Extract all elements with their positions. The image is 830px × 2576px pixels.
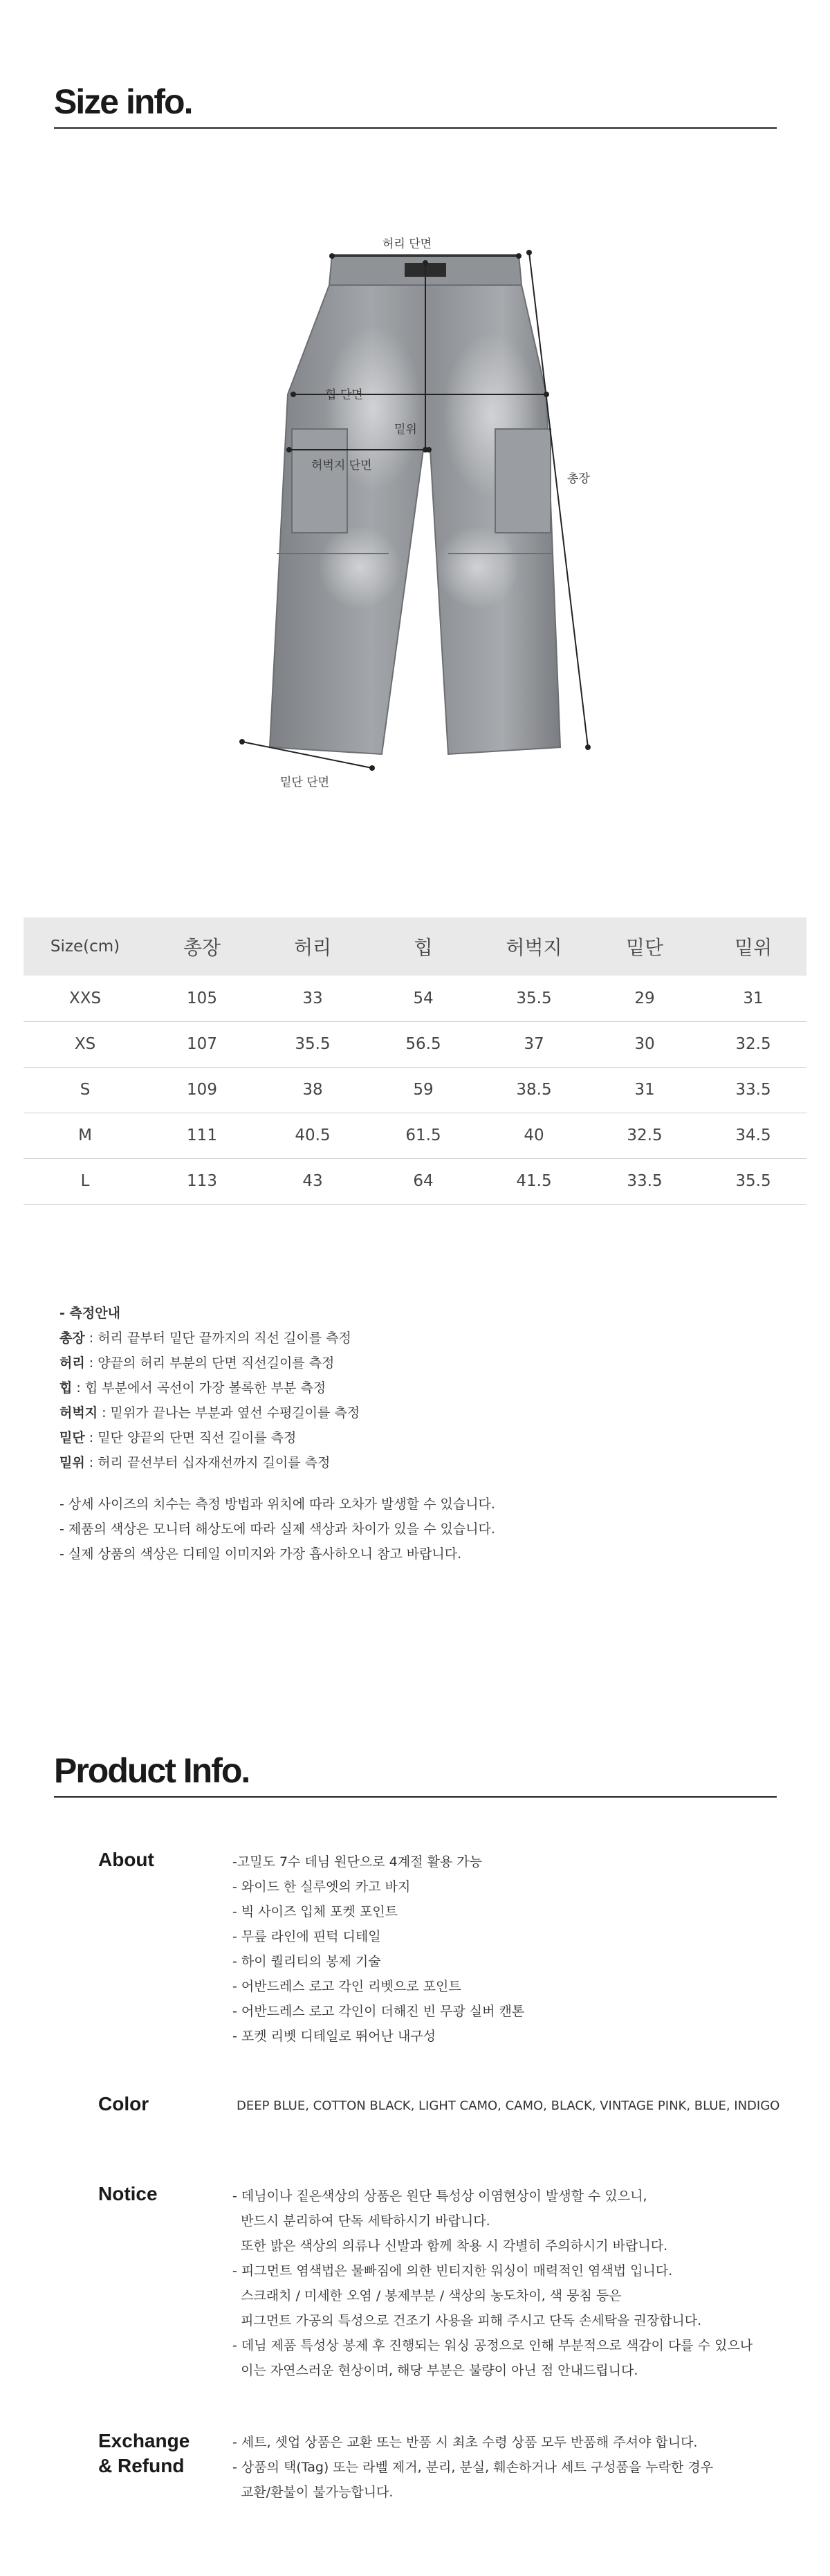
size-table-header: 허리 — [257, 917, 368, 976]
about-list — [232, 1849, 524, 2049]
measure-note-item — [59, 1400, 495, 1425]
table-cell: 34.5 — [700, 1113, 806, 1158]
size-table-header: 허벅지 — [479, 917, 589, 976]
measure-desc: : 밑위가 끝나는 부분과 옆선 수평길이를 측정 — [98, 1405, 360, 1421]
table-cell: 35.5 — [479, 976, 589, 1021]
exchange-line: - 세트, 셋업 상품은 교환 또는 반품 시 최초 수령 상품 모두 반품해 주셔야 합니다. — [232, 2435, 698, 2450]
size-table-header: 힙 — [368, 917, 479, 976]
size-table-header: 밑위 — [700, 917, 806, 976]
table-cell: 109 — [147, 1067, 257, 1113]
notice-line: 반드시 분리하여 단독 세탁하시기 바랍니다. — [232, 2213, 490, 2229]
table-cell: 35.5 — [257, 1021, 368, 1067]
table-cell: 31 — [700, 976, 806, 1021]
measure-term: 허리 — [59, 1355, 85, 1371]
measure-note-item — [59, 1450, 495, 1475]
size-table-header-row — [24, 917, 806, 976]
about-line: - 하이 퀄리티의 봉제 기술 — [232, 1954, 381, 1969]
table-cell: 35.5 — [700, 1158, 806, 1204]
length-measure-label: 총장 — [567, 472, 590, 486]
table-cell: 33 — [257, 976, 368, 1021]
measure-desc: : 허리 끝선부터 십자재선까지 길이를 측정 — [84, 1455, 331, 1470]
notice-line: - 데님 제품 특성상 봉제 후 진행되는 워싱 공정으로 인해 부분적으로 색감이 다를 수 있으나 — [232, 2338, 753, 2353]
notice-line: 또한 밝은 색상의 의류나 신발과 함께 착용 시 각별히 주의하시기 바랍니다. — [232, 2238, 668, 2254]
disclaimer-line: - 상세 사이즈의 치수는 측정 방법과 위치에 따라 오차가 발생할 수 있습니다. — [59, 1497, 495, 1512]
size-table — [24, 917, 806, 1205]
measure-term: 밑위 — [59, 1455, 85, 1470]
table-cell: 38.5 — [479, 1067, 589, 1113]
table-cell: 40 — [479, 1113, 589, 1158]
about-label: About — [98, 1849, 154, 1870]
notice-line: 피그먼트 가공의 특성으로 건조기 사용을 피해 주시고 단독 손세탁을 권장합니다. — [232, 2313, 702, 2328]
table-cell: 64 — [368, 1158, 479, 1204]
measure-term: 밑단 — [59, 1430, 85, 1445]
measure-desc: : 허리 끝부터 밑단 끝까지의 직선 길이를 측정 — [84, 1331, 351, 1346]
table-cell: 32.5 — [589, 1113, 700, 1158]
measure-note-item — [59, 1425, 495, 1450]
table-cell: S — [24, 1067, 147, 1113]
table-cell: 37 — [479, 1021, 589, 1067]
exchange-line: - 상품의 택(Tag) 또는 라벨 제거, 분리, 분실, 훼손하거나 세트 구성품을 누락한 경우 — [232, 2460, 714, 2475]
size-info-title: Size info. — [54, 82, 192, 121]
table-row — [24, 1067, 806, 1113]
measure-desc: : 힙 부분에서 곡선이 가장 볼록한 부분 측정 — [72, 1380, 326, 1396]
measure-notes — [59, 1301, 495, 1566]
product-info-title: Product Info. — [54, 1751, 250, 1790]
notice-line: - 데님이나 짙은색상의 상품은 원단 특성상 이염현상이 발생할 수 있으니, — [232, 2189, 647, 2204]
measure-desc: : 양끝의 허리 부분의 단면 직선길이를 측정 — [84, 1355, 335, 1371]
about-line: - 포켓 리벳 디테일로 뛰어난 내구성 — [232, 2029, 436, 2044]
table-cell: 32.5 — [700, 1021, 806, 1067]
product-info-divider — [54, 1796, 777, 1798]
notice-line: - 피그먼트 염색법은 물빠짐에 의한 빈티지한 워싱이 매력적인 염색법 입니다. — [232, 2263, 673, 2278]
disclaimer-line: - 제품의 색상은 모니터 해상도에 따라 실제 색상과 차이가 있을 수 있습니다. — [59, 1522, 495, 1537]
notice-line: 스크래치 / 미세한 오염 / 봉제부분 / 색상의 농도차이, 색 뭉침 등은 — [232, 2288, 622, 2303]
about-line: - 어반드레스 로고 각인 리벳으로 포인트 — [232, 1979, 461, 1994]
about-line: - 무릎 라인에 핀턱 디테일 — [232, 1929, 381, 1944]
color-label: Color — [98, 2093, 149, 2114]
about-line: -고밀도 7수 데님 원단으로 4계절 활용 가능 — [232, 1854, 482, 1870]
exchange-line: 교환/환불이 불가능합니다. — [232, 2485, 394, 2500]
table-cell: 29 — [589, 976, 700, 1021]
waist-measure-label: 허리 단면 — [382, 237, 432, 251]
table-cell: 33.5 — [589, 1158, 700, 1204]
thigh-measure-label: 허벅지 단면 — [311, 459, 372, 473]
notice-list — [232, 2184, 753, 2383]
refund-label-line: & Refund — [98, 2455, 185, 2476]
about-line: - 빅 사이즈 입체 포켓 포인트 — [232, 1904, 398, 1919]
table-cell: 54 — [368, 976, 479, 1021]
table-cell: 30 — [589, 1021, 700, 1067]
size-table-header: 밑단 — [589, 917, 700, 976]
table-cell: XXS — [24, 976, 147, 1021]
measure-desc: : 밑단 양끝의 단면 직선 길이를 측정 — [84, 1430, 297, 1445]
hem-measure-label: 밑단 단면 — [280, 776, 330, 789]
size-table-header: 총장 — [147, 917, 257, 976]
measure-note-item — [59, 1376, 495, 1400]
table-cell: 40.5 — [257, 1113, 368, 1158]
table-cell: 105 — [147, 976, 257, 1021]
measure-notes-heading: - 측정안내 — [59, 1306, 120, 1321]
notice-label: Notice — [98, 2183, 158, 2204]
color-value: DEEP BLUE, COTTON BLACK, LIGHT CAMO, CAMO, BLACK, VINTAGE PINK, BLUE, INDIGO — [237, 2099, 780, 2113]
table-cell: M — [24, 1113, 147, 1158]
notice-line: 이는 자연스러운 현상이며, 해당 부분은 불량이 아닌 점 안내드립니다. — [232, 2363, 638, 2378]
table-cell: 113 — [147, 1158, 257, 1204]
measure-note-item — [59, 1326, 495, 1351]
table-row — [24, 1021, 806, 1067]
rise-measure-label: 밑위 — [394, 423, 417, 437]
table-cell: 107 — [147, 1021, 257, 1067]
table-row — [24, 976, 806, 1021]
table-cell: XS — [24, 1021, 147, 1067]
about-line: - 어반드레스 로고 각인이 더해진 빈 무광 실버 캔톤 — [232, 2004, 525, 2019]
table-cell: 38 — [257, 1067, 368, 1113]
exchange-refund-label — [98, 2429, 190, 2478]
hip-measure-label: 힙 단면 — [325, 388, 363, 402]
about-line: - 와이드 한 실루엣의 카고 바지 — [232, 1879, 411, 1894]
size-info-divider — [54, 127, 777, 129]
table-cell: 61.5 — [368, 1113, 479, 1158]
measure-term: 힙 — [59, 1380, 73, 1396]
table-cell: 111 — [147, 1113, 257, 1158]
table-cell: 56.5 — [368, 1021, 479, 1067]
exchange-label-line: Exchange — [98, 2430, 190, 2451]
table-row — [24, 1113, 806, 1158]
pants-diagram — [228, 221, 616, 789]
table-cell: 31 — [589, 1067, 700, 1113]
table-cell: 59 — [368, 1067, 479, 1113]
measure-term: 총장 — [59, 1331, 85, 1346]
disclaimer-line: - 실제 상품의 색상은 디테일 이미지와 가장 흡사하오니 참고 바랍니다. — [59, 1546, 462, 1562]
table-cell: 43 — [257, 1158, 368, 1204]
exchange-list — [232, 2430, 713, 2505]
measure-term: 허벅지 — [59, 1405, 98, 1421]
color-list — [237, 2094, 780, 2119]
measure-note-item — [59, 1351, 495, 1376]
table-row — [24, 1158, 806, 1204]
table-cell: L — [24, 1158, 147, 1204]
table-cell: 33.5 — [700, 1067, 806, 1113]
size-table-header: Size(cm) — [24, 917, 147, 976]
table-cell: 41.5 — [479, 1158, 589, 1204]
